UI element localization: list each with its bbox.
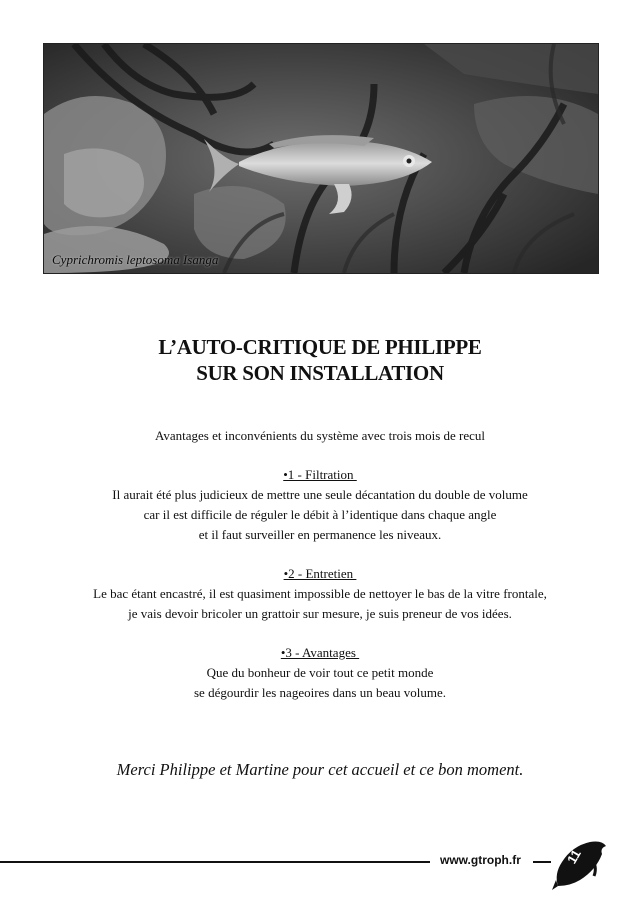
photo-caption: Cyprichromis leptosoma Isanga — [52, 252, 219, 267]
section-line: Le bac étant encastré, il est quasiment impossible de nettoyer le bas de la vitre frontale, — [93, 586, 547, 601]
section-line: Il aurait été plus judicieux de mettre une seule décantation du double de volume — [112, 487, 528, 502]
page-fish-icon — [550, 836, 610, 892]
section-heading: •3 - Avantages — [280, 645, 360, 660]
section-line: je vais devoir bricoler un grattoir sur mesure, je suis preneur de vos idées. — [128, 606, 512, 621]
section-heading: •2 - Entretien — [283, 566, 357, 581]
fish-photo-image — [44, 44, 598, 273]
section-heading: •1 - Filtration — [283, 467, 357, 482]
title-line-2: SUR SON INSTALLATION — [196, 361, 444, 385]
aquarium-photo — [43, 43, 599, 274]
footer-divider — [0, 861, 430, 863]
section-line: et il faut surveiller en permanence les niveaux. — [198, 527, 442, 542]
title-line-1: L’AUTO-CRITIQUE DE PHILIPPE — [158, 335, 482, 359]
footer-url[interactable]: www.gtroph.fr — [440, 853, 521, 867]
section-line: se dégourdir les nageoires dans un beau volume. — [194, 685, 446, 700]
section-filtration — [0, 465, 640, 545]
article-body — [0, 426, 640, 703]
section-line: Que du bonheur de voir tout ce petit monde — [206, 665, 434, 680]
section-avantages — [0, 643, 640, 703]
footer-divider-short — [533, 861, 551, 863]
intro-text: Avantages et inconvénients du système avec trois mois de recul — [154, 428, 486, 443]
thanks-note: Merci Philippe et Martine pour cet accueil et ce bon moment. — [116, 760, 524, 779]
section-line: car il est difficile de réguler le débit à l’identique dans chaque angle — [143, 507, 497, 522]
page-number: 11 — [563, 846, 584, 867]
page-title — [0, 334, 640, 386]
section-entretien — [0, 564, 640, 624]
